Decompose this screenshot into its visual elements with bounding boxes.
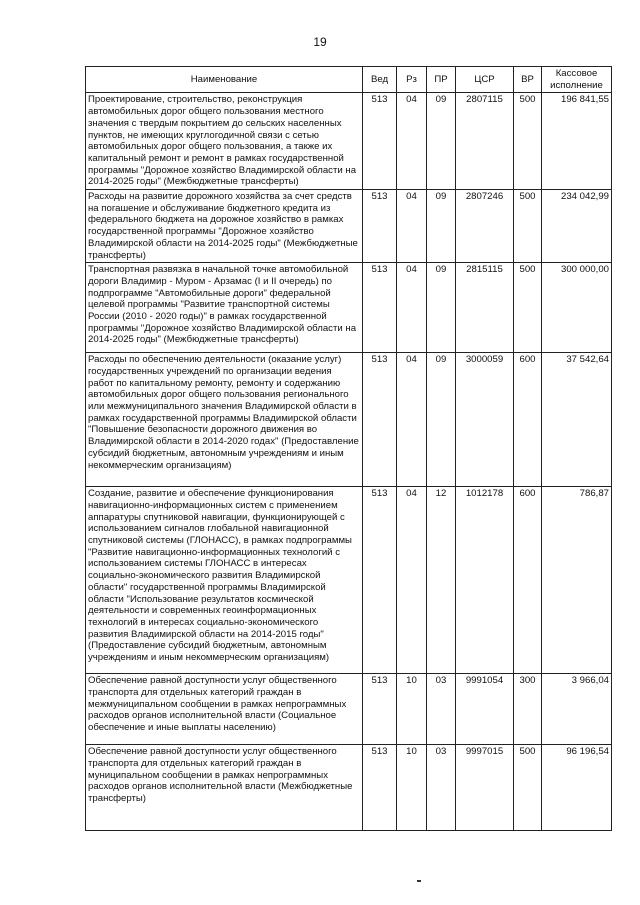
row-amount: 3 966,04 <box>542 674 612 745</box>
row-vr: 600 <box>514 353 542 487</box>
header-ved: Вед <box>363 67 397 93</box>
row-rz: 04 <box>397 93 427 190</box>
row-ved: 513 <box>363 487 397 674</box>
row-vr: 500 <box>514 93 542 190</box>
row-name: Создание, развитие и обеспечение функционирования навигационно-информационных систем с применением аппаратуры спутниковой навигации, функционирующей с использованием сигналов глобальной навигационной спутниковой системы (ГЛОНАСС), в рамках подпрограммы "Развитие навигационно-информационных технологий с использованием системы ГЛОНАСС в интересах социально-экономического развития Владимирской области" государственной программы Владимирской области "Использование результатов космической деятельности и современных геоинформационных технологий в интересах социально-экономического развития Владимирской области на 2014-2015 годы" (Предоставление субсидий бюджетным, автономным учреждениям и иным некоммерческим организациям) <box>86 487 363 674</box>
row-ved: 513 <box>363 745 397 831</box>
row-name: Транспортная развязка в начальной точке автомобильной дороги Владимир - Муром - Арзамас (I и II очередь) по подпрограмме "Автомобильные дороги" федеральной целевой программы "Развитие транспортной системы России (2010 - 2020 годы)" в рамках государственной программы "Дорожное хозяйство Владимирской области на 2014-2025 годы" (Межбюджетные трансферты) <box>86 263 363 353</box>
row-name: Обеспечение равной доступности услуг общественного транспорта для отдельных категорий граждан в муниципальном сообщении в рамках непрограммных расходов органов исполнительной власти (Межбюджетные трансферты) <box>86 745 363 831</box>
row-csr: 9991054 <box>456 674 514 745</box>
table-row <box>86 674 612 745</box>
header-name: Наименование <box>86 67 363 93</box>
row-ved: 513 <box>363 353 397 487</box>
table-row <box>86 487 612 674</box>
header-rz: Рз <box>397 67 427 93</box>
page-number: 19 <box>313 35 327 49</box>
row-rz: 04 <box>397 190 427 263</box>
row-csr: 2807115 <box>456 93 514 190</box>
row-csr: 9997015 <box>456 745 514 831</box>
scan-artifact <box>417 880 421 882</box>
row-csr: 2815115 <box>456 263 514 353</box>
row-ved: 513 <box>363 263 397 353</box>
row-amount: 37 542,64 <box>542 353 612 487</box>
row-vr: 600 <box>514 487 542 674</box>
row-pr: 03 <box>427 745 456 831</box>
table-row <box>86 745 612 831</box>
row-amount: 786,87 <box>542 487 612 674</box>
header-pr: ПР <box>427 67 456 93</box>
row-amount: 234 042,99 <box>542 190 612 263</box>
row-name: Расходы по обеспечению деятельности (оказание услуг) государственных учреждений по организации ведения работ по капитальному ремонту, ремонту и содержанию автомобильных дорог общего пользования регионального или межмуниципального значения Владимирской области в рамках государственной программы Владимирской области "Повышение безопасности дорожного движения во Владимирской области в 2014-2020 годах" (Предоставление субсидий бюджетным, автономным учреждениям и иным некоммерческим организациям) <box>86 353 363 487</box>
row-csr: 1012178 <box>456 487 514 674</box>
table-row <box>86 353 612 487</box>
row-vr: 500 <box>514 190 542 263</box>
row-amount: 300 000,00 <box>542 263 612 353</box>
header-csr: ЦСР <box>456 67 514 93</box>
row-pr: 09 <box>427 353 456 487</box>
row-vr: 500 <box>514 745 542 831</box>
row-rz: 10 <box>397 674 427 745</box>
row-pr: 09 <box>427 93 456 190</box>
header-amount: Кассовое исполнение <box>542 67 612 93</box>
row-pr: 12 <box>427 487 456 674</box>
row-rz: 04 <box>397 487 427 674</box>
row-ved: 513 <box>363 674 397 745</box>
row-csr: 2807246 <box>456 190 514 263</box>
row-name: Проектирование, строительство, реконструкция автомобильных дорог общего пользования местного значения с твердым покрытием до сельских населенных пунктов, не имеющих круглогодичной связи с сетью автомобильных дорог общего пользования, а также их капитальный ремонт и ремонт в рамках государственной программы "Дорожное хозяйство Владимирской области на 2014-2025 годы" (Межбюджетные трансферты) <box>86 93 363 190</box>
table-row <box>86 93 612 190</box>
row-name: Расходы на развитие дорожного хозяйства за счет средств на погашение и обслуживание бюджетного кредита из федерального бюджета на дорожное хозяйство в рамках государственной программы "Дорожное хозяйство Владимирской области на 2014-2025 годы" (Межбюджетные трансферты) <box>86 190 363 263</box>
table-row <box>86 190 612 263</box>
row-vr: 300 <box>514 674 542 745</box>
row-pr: 09 <box>427 190 456 263</box>
row-rz: 04 <box>397 263 427 353</box>
row-ved: 513 <box>363 93 397 190</box>
row-amount: 196 841,55 <box>542 93 612 190</box>
row-rz: 04 <box>397 353 427 487</box>
row-pr: 09 <box>427 263 456 353</box>
table-header-row <box>86 67 612 93</box>
row-vr: 500 <box>514 263 542 353</box>
row-rz: 10 <box>397 745 427 831</box>
row-ved: 513 <box>363 190 397 263</box>
row-amount: 96 196,54 <box>542 745 612 831</box>
row-pr: 03 <box>427 674 456 745</box>
row-csr: 3000059 <box>456 353 514 487</box>
table-row <box>86 263 612 353</box>
row-name: Обеспечение равной доступности услуг общественного транспорта для отдельных категорий граждан в межмуниципальном сообщении в рамках непрограммных расходов органов исполнительной власти (Социальное обеспечение и иные выплаты населению) <box>86 674 363 745</box>
budget-table <box>85 66 612 831</box>
header-vr: ВР <box>514 67 542 93</box>
